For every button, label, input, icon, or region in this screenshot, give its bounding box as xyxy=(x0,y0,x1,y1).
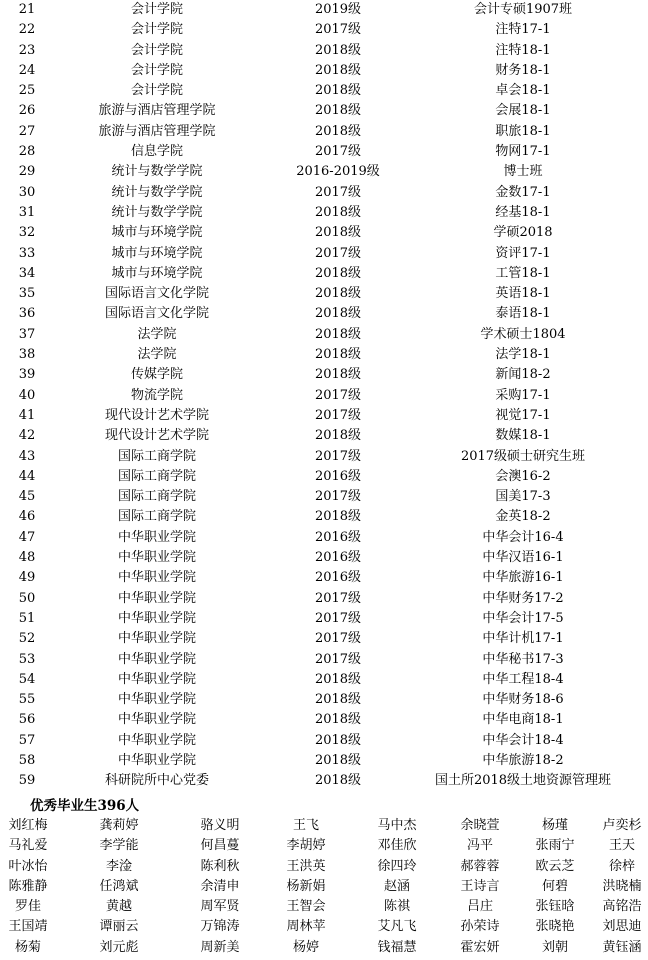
table-row xyxy=(0,670,648,690)
graduate-name: 郝蓉蓉 xyxy=(460,858,500,874)
class-name: 注特18-1 xyxy=(495,42,551,58)
graduate-name: 骆义明 xyxy=(200,818,240,833)
college-name: 中华职业学院 xyxy=(117,590,196,606)
grade-year: 2018级 xyxy=(314,42,362,58)
graduate-name: 周林苹 xyxy=(286,919,326,935)
graduate-name: 王诗言 xyxy=(460,878,500,894)
class-name: 法学18-1 xyxy=(495,347,551,363)
grade-year: 2018级 xyxy=(314,773,362,789)
class-name: 中华电商18-1 xyxy=(482,712,564,728)
row-number: 40 xyxy=(18,387,36,403)
table-row xyxy=(0,203,648,223)
college-name: 中华职业学院 xyxy=(117,732,196,748)
grade-year: 2018级 xyxy=(314,265,362,281)
row-number: 23 xyxy=(18,42,36,58)
graduate-name: 龚莉婷 xyxy=(99,818,139,833)
name-row xyxy=(0,917,648,937)
class-name: 数媒18-1 xyxy=(495,428,551,444)
grade-year: 2017级 xyxy=(314,144,362,160)
graduate-name: 马中杰 xyxy=(377,818,417,833)
college-name: 中华职业学院 xyxy=(117,692,196,708)
graduate-name: 黄钰涵 xyxy=(602,939,642,955)
graduate-name: 谭丽云 xyxy=(99,919,139,935)
class-name: 工管18-1 xyxy=(495,265,551,281)
row-number: 29 xyxy=(18,164,36,180)
grade-year: 2016级 xyxy=(314,468,362,484)
table-row xyxy=(0,304,648,324)
class-name: 卓会18-1 xyxy=(495,83,551,99)
grade-year: 2018级 xyxy=(314,103,362,119)
row-number: 47 xyxy=(18,529,36,545)
graduate-name: 王智会 xyxy=(286,899,326,915)
row-number: 58 xyxy=(18,752,36,768)
grade-year: 2018级 xyxy=(314,692,362,708)
college-name: 传媒学院 xyxy=(130,367,183,383)
class-name: 学术硕士1804 xyxy=(480,326,566,342)
college-name: 统计与数学学院 xyxy=(111,164,203,180)
class-name: 中华财务17-2 xyxy=(482,590,564,606)
grade-year: 2018级 xyxy=(314,204,362,220)
graduate-name: 黄越 xyxy=(105,899,132,915)
graduate-name: 刘朝 xyxy=(541,939,568,955)
table-row xyxy=(0,61,648,81)
table-row xyxy=(0,507,648,527)
table-row xyxy=(0,284,648,304)
college-name: 中华职业学院 xyxy=(117,651,196,667)
table-row xyxy=(0,731,648,751)
table-row xyxy=(0,548,648,568)
graduate-name: 何昌蔓 xyxy=(200,838,240,854)
grade-year: 2016级 xyxy=(314,570,362,586)
row-number: 41 xyxy=(18,407,36,423)
class-name: 会计专硕1907班 xyxy=(473,2,573,17)
college-name: 中华职业学院 xyxy=(117,671,196,687)
college-name: 法学院 xyxy=(137,347,177,363)
graduate-name: 王天 xyxy=(608,838,635,854)
college-name: 国际语言文化学院 xyxy=(104,306,209,322)
row-number: 45 xyxy=(18,489,36,505)
grade-year: 2017级 xyxy=(314,651,362,667)
class-name: 2017级硕士研究生班 xyxy=(460,448,586,464)
table-row xyxy=(0,20,648,40)
row-number: 55 xyxy=(18,692,36,708)
class-name: 会展18-1 xyxy=(495,103,551,119)
table-row xyxy=(0,183,648,203)
row-number: 49 xyxy=(18,570,36,586)
table-row xyxy=(0,751,648,771)
class-name: 新闻18-2 xyxy=(495,367,551,383)
graduate-name: 杨婷 xyxy=(292,939,319,955)
row-number: 24 xyxy=(18,62,36,78)
table-row xyxy=(0,589,648,609)
table-row xyxy=(0,325,648,345)
table-row xyxy=(0,426,648,446)
row-number: 25 xyxy=(18,83,36,99)
row-number: 21 xyxy=(18,2,36,17)
college-name: 会计学院 xyxy=(130,22,183,38)
grade-year: 2018级 xyxy=(314,712,362,728)
class-name: 国土所2018级土地资源管理班 xyxy=(434,773,612,789)
graduate-name: 欧云芝 xyxy=(535,858,575,874)
name-row xyxy=(0,857,648,877)
class-name: 博士班 xyxy=(503,164,543,180)
grade-year: 2018级 xyxy=(314,123,362,139)
college-name: 现代设计艺术学院 xyxy=(104,428,209,444)
grade-year: 2017级 xyxy=(314,245,362,261)
row-number: 39 xyxy=(18,367,36,383)
table-row xyxy=(0,162,648,182)
grade-year: 2017级 xyxy=(314,22,362,38)
table-row xyxy=(0,223,648,243)
table-row xyxy=(0,345,648,365)
grade-year: 2018级 xyxy=(314,83,362,99)
class-name: 国美17-3 xyxy=(495,489,551,505)
college-name: 国际语言文化学院 xyxy=(104,286,209,302)
graduate-name: 吕庄 xyxy=(466,899,493,915)
table-row xyxy=(0,81,648,101)
class-name: 学硕2018 xyxy=(493,225,553,241)
graduate-name: 何碧 xyxy=(541,878,568,894)
college-name: 国际工商学院 xyxy=(117,489,196,505)
grade-year: 2017级 xyxy=(314,387,362,403)
grade-year: 2018级 xyxy=(314,225,362,241)
graduate-name: 徐四玲 xyxy=(377,858,417,874)
graduate-name: 余晓萱 xyxy=(460,818,500,833)
table-row xyxy=(0,142,648,162)
graduate-name: 艾凡飞 xyxy=(377,919,417,935)
row-number: 46 xyxy=(18,509,36,525)
grade-year: 2018级 xyxy=(314,732,362,748)
college-name: 旅游与酒店管理学院 xyxy=(98,103,216,119)
graduate-name: 周新美 xyxy=(200,939,240,955)
class-name: 金英18-2 xyxy=(495,509,551,525)
graduate-name: 万锦涛 xyxy=(200,919,240,935)
college-name: 旅游与酒店管理学院 xyxy=(98,123,216,139)
class-name: 中华计机17-1 xyxy=(482,631,564,647)
graduate-name: 陈祺 xyxy=(383,899,410,915)
table-row xyxy=(0,447,648,467)
graduate-name: 陈雅静 xyxy=(8,878,48,894)
grade-year: 2017级 xyxy=(314,489,362,505)
table-row xyxy=(0,568,648,588)
graduate-name: 任鸿斌 xyxy=(99,878,139,894)
graduate-name: 赵涵 xyxy=(383,878,410,894)
grade-year: 2017级 xyxy=(314,610,362,626)
college-name: 会计学院 xyxy=(130,83,183,99)
college-name: 会计学院 xyxy=(130,2,183,17)
graduate-name: 张晓艳 xyxy=(535,919,575,935)
grade-year: 2017级 xyxy=(314,590,362,606)
row-number: 53 xyxy=(18,651,36,667)
graduate-name: 刘思迪 xyxy=(602,919,642,935)
class-name: 中华旅游16-1 xyxy=(482,570,564,586)
section-title: 优秀毕业生396人 xyxy=(30,798,140,814)
grade-year: 2017级 xyxy=(314,407,362,423)
grade-year: 2017级 xyxy=(314,448,362,464)
row-number: 26 xyxy=(18,103,36,119)
graduate-name: 钱福慧 xyxy=(377,939,417,955)
graduate-name: 张钰晗 xyxy=(535,899,575,915)
class-name: 采购17-1 xyxy=(495,387,551,403)
graduate-name: 冯平 xyxy=(466,838,493,854)
class-name: 注特17-1 xyxy=(495,22,551,38)
row-number: 57 xyxy=(18,732,36,748)
graduate-name: 卢奕杉 xyxy=(602,818,642,833)
row-number: 59 xyxy=(18,773,36,789)
college-name: 城市与环境学院 xyxy=(111,265,203,281)
table-row xyxy=(0,244,648,264)
grade-year: 2016级 xyxy=(314,550,362,566)
row-number: 48 xyxy=(18,550,36,566)
grade-year: 2019级 xyxy=(314,2,362,17)
graduate-name: 马礼爱 xyxy=(8,838,48,854)
class-name: 中华会计16-4 xyxy=(482,529,564,545)
college-name: 法学院 xyxy=(137,326,177,342)
graduate-name: 刘元彪 xyxy=(99,939,139,955)
table-row xyxy=(0,41,648,61)
graduate-name: 王飞 xyxy=(292,818,319,833)
class-name: 中华旅游18-2 xyxy=(482,752,564,768)
grade-year: 2018级 xyxy=(314,671,362,687)
graduate-name: 陈利秋 xyxy=(200,858,240,874)
table-row xyxy=(0,609,648,629)
grade-year: 2018级 xyxy=(314,428,362,444)
graduate-name: 高铭浩 xyxy=(602,899,642,915)
table-row xyxy=(0,365,648,385)
college-name: 城市与环境学院 xyxy=(111,245,203,261)
graduate-name: 杨瑾 xyxy=(541,818,568,833)
class-name: 中华秘书17-3 xyxy=(482,651,564,667)
grade-year: 2018级 xyxy=(314,62,362,78)
grade-year: 2016-2019级 xyxy=(296,164,380,180)
row-number: 30 xyxy=(18,184,36,200)
graduate-name: 徐梓 xyxy=(608,858,635,874)
college-name: 中华职业学院 xyxy=(117,529,196,545)
graduate-name: 刘红梅 xyxy=(8,818,48,833)
row-number: 33 xyxy=(18,245,36,261)
college-name: 统计与数学学院 xyxy=(111,184,203,200)
college-name: 统计与数学学院 xyxy=(111,204,203,220)
grade-year: 2018级 xyxy=(314,347,362,363)
table-row xyxy=(0,690,648,710)
college-name: 国际工商学院 xyxy=(117,468,196,484)
name-row xyxy=(0,816,648,836)
graduate-name: 王国靖 xyxy=(8,919,48,935)
name-row xyxy=(0,877,648,897)
row-number: 37 xyxy=(18,326,36,342)
college-name: 中华职业学院 xyxy=(117,752,196,768)
college-name: 中华职业学院 xyxy=(117,631,196,647)
college-name: 中华职业学院 xyxy=(117,610,196,626)
graduate-name: 王洪英 xyxy=(286,858,326,874)
row-number: 22 xyxy=(18,22,36,38)
graduate-name: 张雨宁 xyxy=(535,838,575,854)
table-row xyxy=(0,710,648,730)
graduate-name: 周军贤 xyxy=(200,899,240,915)
class-name: 泰语18-1 xyxy=(495,306,551,322)
college-name: 国际工商学院 xyxy=(117,448,196,464)
table-row xyxy=(0,122,648,142)
table-row xyxy=(0,650,648,670)
college-name: 会计学院 xyxy=(130,62,183,78)
table-row xyxy=(0,406,648,426)
row-number: 54 xyxy=(18,671,36,687)
class-name: 职旅18-1 xyxy=(495,123,551,139)
name-row xyxy=(0,938,648,958)
class-name: 资评17-1 xyxy=(495,245,551,261)
college-name: 会计学院 xyxy=(130,42,183,58)
row-number: 32 xyxy=(18,225,36,241)
table-row xyxy=(0,101,648,121)
table-row xyxy=(0,386,648,406)
graduate-name: 李淦 xyxy=(105,858,132,874)
row-number: 51 xyxy=(18,610,36,626)
college-name: 国际工商学院 xyxy=(117,509,196,525)
college-name: 信息学院 xyxy=(130,144,183,160)
college-name: 现代设计艺术学院 xyxy=(104,407,209,423)
row-number: 38 xyxy=(18,347,36,363)
table-row xyxy=(0,467,648,487)
row-number: 50 xyxy=(18,590,36,606)
row-number: 28 xyxy=(18,144,36,160)
graduate-name: 李胡婷 xyxy=(286,838,326,854)
college-name: 物流学院 xyxy=(130,387,183,403)
class-name: 中华会计18-4 xyxy=(482,732,564,748)
class-name: 经基18-1 xyxy=(495,204,551,220)
class-name: 物网17-1 xyxy=(495,144,551,160)
grade-year: 2018级 xyxy=(314,752,362,768)
row-number: 34 xyxy=(18,265,36,281)
class-name: 英语18-1 xyxy=(495,286,551,302)
row-number: 31 xyxy=(18,204,36,220)
class-name: 中华会计17-5 xyxy=(482,610,564,626)
graduate-name: 杨新娟 xyxy=(286,878,326,894)
graduate-name: 杨菊 xyxy=(14,939,41,955)
name-row xyxy=(0,897,648,917)
table-row xyxy=(0,0,648,20)
graduate-name: 罗佳 xyxy=(14,899,41,915)
grade-year: 2016级 xyxy=(314,529,362,545)
college-name: 城市与环境学院 xyxy=(111,225,203,241)
class-name: 视觉17-1 xyxy=(495,407,551,423)
row-number: 44 xyxy=(18,468,36,484)
college-name: 科研院所中心党委 xyxy=(104,773,209,789)
grade-year: 2018级 xyxy=(314,367,362,383)
graduate-name: 邓佳欣 xyxy=(377,838,417,854)
class-name: 会澳16-2 xyxy=(495,468,551,484)
grade-year: 2017级 xyxy=(314,184,362,200)
table-row xyxy=(0,771,648,791)
graduate-name: 霍宏妍 xyxy=(460,939,500,955)
row-number: 42 xyxy=(18,428,36,444)
grade-year: 2018级 xyxy=(314,306,362,322)
name-row xyxy=(0,836,648,856)
graduate-name: 余清申 xyxy=(200,878,240,894)
graduate-name: 洪晓楠 xyxy=(602,878,642,894)
college-name: 中华职业学院 xyxy=(117,570,196,586)
class-name: 中华财务18-6 xyxy=(482,692,564,708)
graduate-name: 叶冰怡 xyxy=(8,858,48,874)
graduate-name: 李学能 xyxy=(99,838,139,854)
row-number: 27 xyxy=(18,123,36,139)
grade-year: 2018级 xyxy=(314,286,362,302)
table-row xyxy=(0,528,648,548)
class-name: 财务18-1 xyxy=(495,62,551,78)
row-number: 36 xyxy=(18,306,36,322)
table-row xyxy=(0,487,648,507)
grade-year: 2017级 xyxy=(314,631,362,647)
table-row xyxy=(0,629,648,649)
college-name: 中华职业学院 xyxy=(117,550,196,566)
graduate-name-grid xyxy=(0,816,648,958)
table-row xyxy=(0,264,648,284)
row-number: 43 xyxy=(18,448,36,464)
class-name: 中华工程18-4 xyxy=(482,671,564,687)
college-name: 中华职业学院 xyxy=(117,712,196,728)
grade-year: 2018级 xyxy=(314,509,362,525)
class-name: 金数17-1 xyxy=(495,184,551,200)
grade-year: 2018级 xyxy=(314,326,362,342)
graduate-name: 孙荣诗 xyxy=(460,919,500,935)
row-number: 35 xyxy=(18,286,36,302)
row-number: 56 xyxy=(18,712,36,728)
class-name: 中华汉语16-1 xyxy=(482,550,564,566)
row-number: 52 xyxy=(18,631,36,647)
